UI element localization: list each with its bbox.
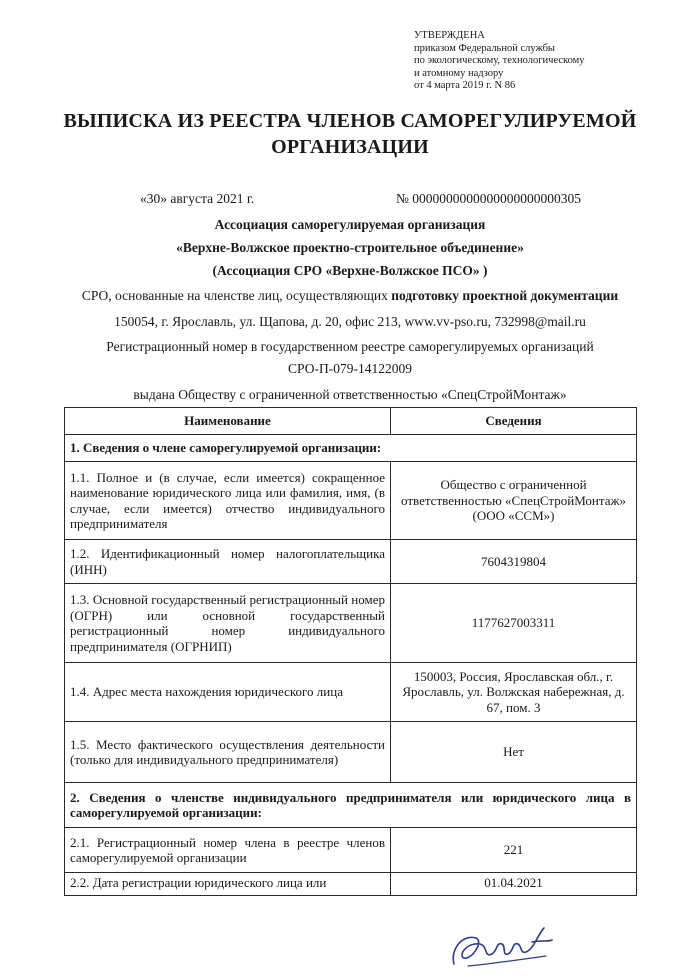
row-1-4-name: 1.4. Адрес места нахождения юридического лица (65, 663, 391, 722)
row-1-5-name: 1.5. Место фактического осуществления деятельности (только для индивидуального предпринимателя) (65, 722, 391, 783)
signature-image (448, 920, 558, 970)
org-name-line-3: (Ассоциация СРО «Верхне-Волжское ПСО» ) (212, 263, 488, 278)
table-header-row (65, 408, 637, 435)
signature-underline (468, 956, 546, 966)
approval-line: и атомному надзору (414, 67, 504, 79)
row-1-2-name: 1.2. Идентификационный номер налогоплательщика (ИНН) (65, 540, 391, 584)
sro-basis-prefix: СРО, основанные на членстве лиц, осуществляющих (81, 288, 392, 303)
title-line-2: ОРГАНИЗАЦИИ (271, 136, 429, 158)
table-row (65, 722, 637, 783)
approval-stamp (414, 30, 585, 93)
header-info: Сведения (391, 408, 637, 435)
registry-table (64, 407, 637, 896)
row-1-3-value: 1177627003311 (391, 584, 637, 663)
approval-line: УТВЕРЖДЕНА (414, 30, 485, 41)
approval-line: по экологическому, технологическому (414, 55, 585, 66)
table-row (65, 462, 637, 540)
table-row (65, 828, 637, 873)
table-row (65, 435, 637, 462)
section-2-heading: 2. Сведения о членстве индивидуального предпринимателя или юридического лица в саморегулируемой организации: (65, 783, 637, 828)
table-row (65, 783, 637, 828)
org-address: 150054, г. Ярославль, ул. Щапова, д. 20, офис 213, www.vv-pso.ru, 732998@mail.ru (114, 314, 586, 329)
sro-basis-activity: подготовку проектной документации (391, 288, 619, 303)
registry-number: СРО-П-079-14122009 (288, 361, 412, 376)
table-row (65, 584, 637, 663)
row-2-2-name: 2.2. Дата регистрации юридического лица или (65, 873, 391, 896)
org-name-line-1: Ассоциация саморегулируемая организация (214, 217, 486, 232)
row-1-2-value: 7604319804 (391, 540, 637, 584)
row-1-5-value: Нет (391, 722, 637, 783)
table-row (65, 663, 637, 722)
document-title (0, 108, 700, 160)
row-2-1-value: 221 (391, 828, 637, 873)
signature-stroke (453, 928, 552, 964)
header-name: Наименование (65, 408, 391, 435)
section-1-heading: 1. Сведения о члене саморегулируемой организации: (65, 435, 637, 462)
approval-line: приказом Федеральной службы (414, 42, 555, 54)
title-line-1: ВЫПИСКА ИЗ РЕЕСТРА ЧЛЕНОВ САМОРЕГУЛИРУЕМОЙ (63, 110, 637, 132)
table-row (65, 540, 637, 584)
sro-basis (0, 288, 700, 304)
approval-line: от 4 марта 2019 г. N 86 (414, 80, 516, 91)
row-2-1-name: 2.1. Регистрационный номер члена в реестре членов саморегулируемой организации (65, 828, 391, 873)
row-1-1-value: Общество с ограниченной ответственностью «СпецСтройМонтаж» (ООО «ССМ») (391, 462, 637, 540)
row-2-2-value: 01.04.2021 (391, 873, 637, 896)
row-1-1-name: 1.1. Полное и (в случае, если имеется) сокращенное наименование юридического лица или фамилия, имя, (в случае, если имеется) отчество индивидуального предпринимателя (65, 462, 391, 540)
document-number: № 0000000000000000000000305 (396, 191, 582, 206)
row-1-3-name: 1.3. Основной государственный регистрационный номер (ОГРН) или основной государственный регистрационный номер индивидуального предпринимателя (ОГРНИП) (65, 584, 391, 663)
registry-label: Регистрационный номер в государственном реестре саморегулируемых организаций (106, 339, 594, 354)
table-row (65, 873, 637, 896)
org-name-line-2: «Верхне-Волжское проектно-строительное объединение» (176, 240, 524, 255)
row-1-4-value: 150003, Россия, Ярославская обл., г. Ярославль, ул. Волжская набережная, д. 67, пом. 3 (391, 663, 637, 722)
issued-to: выдана Обществу с ограниченной ответственностью «СпецСтройМонтаж» (133, 387, 567, 402)
document-date: «30» августа 2021 г. (140, 191, 255, 206)
